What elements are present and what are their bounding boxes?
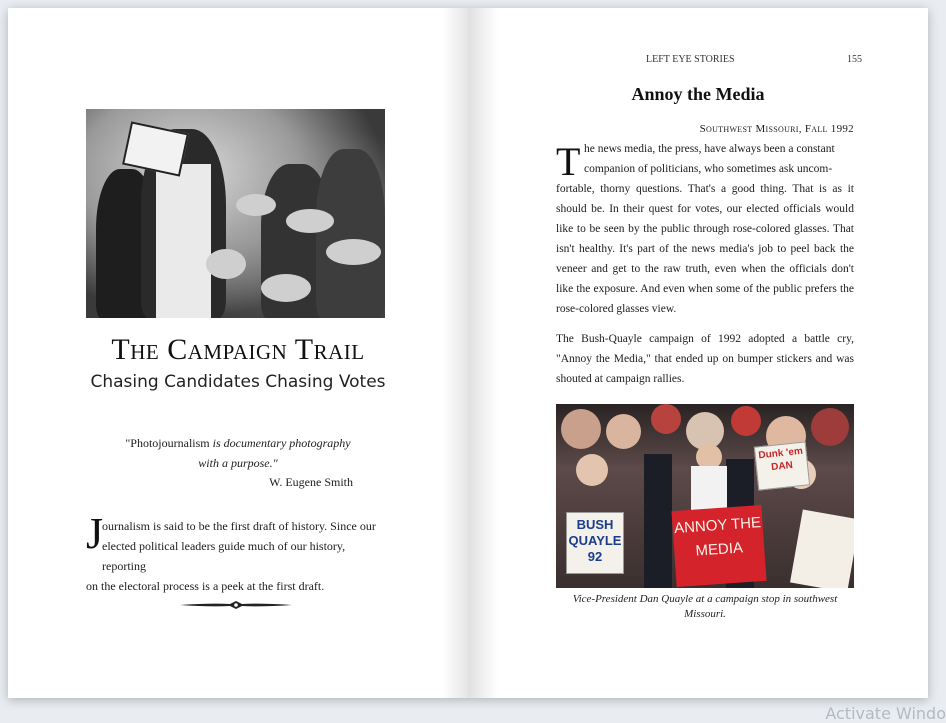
para1-rest: fortable, thorny questions. That's a good thing. That is as it should be. In their quest for votes, our elected officials would like to be seen by the public through rose-colored glasses. That isn't healthy. It's part of the news media's job to peel back the veneer and get to the raw truth, even when the officials don't like the exposure. And even when some of the public prefers the rose-colored glasses view.: [556, 183, 854, 315]
banner-annoy-the-media: ANNOY THE MEDIA: [671, 505, 766, 587]
left-body-line3: on the electoral process is a peek at the first draft.: [86, 579, 325, 593]
ornament-divider: [180, 600, 292, 610]
paragraph-2: The Bush-Quayle campaign of 1992 adopted a battle cry, "Annoy the Media," that ended up on bumper stickers and was shouted at campaign rallies.: [556, 333, 854, 385]
chapter-title: Annoy the Media: [631, 84, 765, 104]
page-number: 155: [847, 54, 862, 65]
epigraph: [118, 433, 358, 473]
dateline: Southwest Missouri, Fall 1992: [699, 123, 854, 135]
left-body-text: [86, 516, 386, 596]
paragraph-1: [556, 139, 854, 319]
epigraph-part2: is documentary photography: [212, 436, 351, 450]
para1-line2: companion of politicians, who sometimes ask uncom-: [584, 163, 833, 175]
section-subtitle: Chasing Candidates Chasing Votes: [90, 372, 386, 392]
activate-windows-watermark: Activate Windo: [825, 704, 946, 723]
epigraph-author: W. Eugene Smith: [269, 475, 353, 489]
running-head: LEFT EYE STORIES: [646, 54, 735, 65]
left-body-line1: ournalism is said to be the first draft of history. Since our: [102, 519, 376, 533]
dropcap-t: T: [556, 139, 581, 184]
sign-bush-quayle: BUSH QUAYLE 92: [566, 512, 624, 574]
sign-dunk-em-dan: Dunk 'em DAN: [754, 441, 810, 490]
book-spread: [8, 8, 928, 698]
photo-caption: Vice-President Dan Quayle at a campaign stop in southwest Missouri.: [572, 593, 838, 620]
right-body-text: [556, 139, 854, 399]
left-body-line2: elected political leaders guide much of our history, reporting: [102, 539, 346, 573]
epigraph-part1: "Photojournalism: [125, 436, 210, 450]
para1-line1: he news media, the press, have always been a constant: [584, 143, 835, 155]
left-page: [8, 8, 468, 698]
campaign-photo-color: [556, 404, 854, 588]
gutter-shadow-right: [468, 8, 498, 698]
right-page: [468, 8, 928, 698]
campaign-photo-bw: [86, 109, 385, 318]
section-title: The Campaign Trail: [111, 333, 365, 366]
epigraph-part3: with a purpose.": [198, 456, 278, 470]
dropcap-j: J: [86, 509, 104, 558]
